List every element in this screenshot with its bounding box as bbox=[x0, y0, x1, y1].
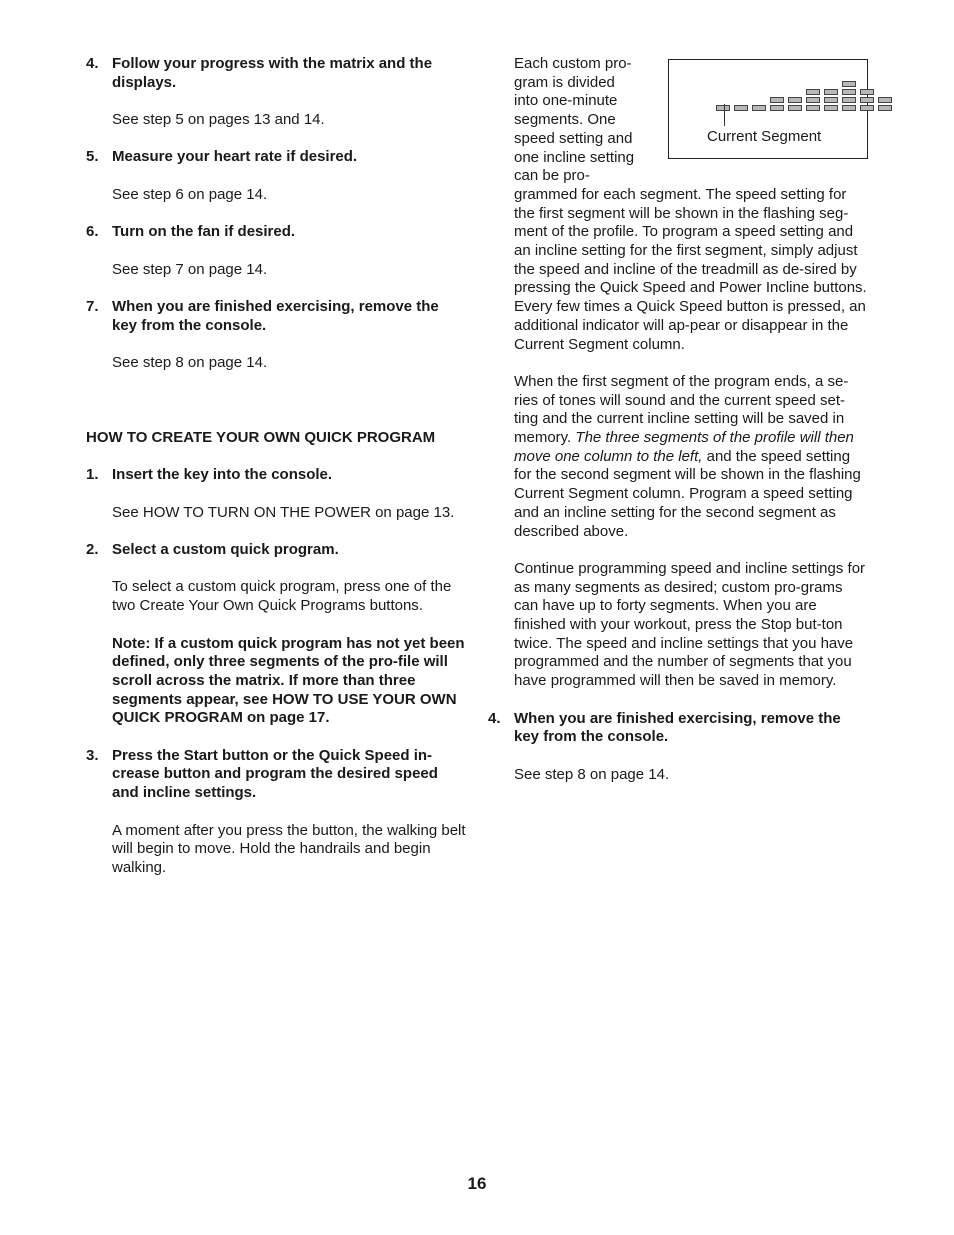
matrix-segment bbox=[806, 97, 820, 103]
matrix-segment bbox=[842, 105, 856, 111]
step-7 bbox=[86, 298, 466, 373]
matrix-segment bbox=[860, 105, 874, 111]
matrix-segment bbox=[842, 89, 856, 95]
matrix-segment bbox=[788, 105, 802, 111]
step-title: Insert the key into the console. bbox=[112, 466, 333, 484]
matrix-segment bbox=[860, 89, 874, 95]
left-column bbox=[86, 55, 466, 878]
step-number: 4. bbox=[86, 55, 99, 72]
step-4 bbox=[86, 55, 466, 130]
step-number: 1. bbox=[86, 466, 99, 484]
step-title: Follow your progress with the matrix and the displays. bbox=[112, 55, 433, 91]
step-body: See step 5 on pages 13 and 14. bbox=[112, 111, 325, 129]
section-heading: HOW TO CREATE YOUR OWN QUICK PROGRAM bbox=[86, 428, 436, 446]
step-number: 4. bbox=[488, 709, 501, 727]
matrix-segment bbox=[878, 105, 892, 111]
step-body: See step 6 on page 14. bbox=[112, 185, 268, 203]
step-title: When you are finished exercising, remove the key from the console. bbox=[112, 298, 439, 334]
paragraph-continue-programming: Continue programming speed and incline settings for as many segments as desired; custom pro-grams can have up to forty segments. When you are finished with your workout, press the Stop but-ton twice. The speed and incline settings that you have programmed and the number of segments that you have programmed will then be saved in memory. bbox=[514, 559, 866, 690]
matrix-segment bbox=[770, 97, 784, 103]
matrix-segment bbox=[716, 105, 730, 111]
italic-note: The three segments of the profile will then move one column to the left, bbox=[514, 429, 854, 465]
step-number: 2. bbox=[86, 541, 99, 559]
step-body: See step 8 on page 14. bbox=[112, 354, 268, 372]
matrix-segment bbox=[860, 97, 874, 103]
step-number: 6. bbox=[86, 223, 99, 241]
matrix-segment bbox=[824, 89, 838, 95]
step-title: Press the Start button or the Quick Speed in-crease button and program the desired speed and incline settings. bbox=[112, 746, 438, 802]
step-title: When you are finished exercising, remove the key from the console. bbox=[514, 709, 841, 746]
step-body: See HOW TO TURN ON THE POWER on page 13. bbox=[112, 503, 455, 521]
step-title: Select a custom quick program. bbox=[112, 541, 339, 559]
step-title: Turn on the fan if desired. bbox=[112, 223, 296, 241]
paragraph-first-segment-ends: When the first segment of the program ends, a se-ries of tones will sound and the current speed set-ting and the current incline setting will be saved in memory. The three segments of the profile will then move one column to the left, and the speed setting for the second segment will be shown in the flashing Current Segment column. Program a speed setting and an incline setting for the second segment as described above. bbox=[514, 372, 861, 540]
create-step-1 bbox=[86, 466, 466, 522]
step-number: 7. bbox=[86, 298, 99, 316]
step-6 bbox=[86, 223, 466, 279]
matrix-segment bbox=[734, 105, 748, 111]
matrix-segment bbox=[824, 97, 838, 103]
step-body: See step 8 on page 14. bbox=[514, 765, 670, 783]
step-body: A moment after you press the button, the walking belt will begin to move. Hold the handrails and begin walking. bbox=[112, 821, 466, 876]
current-segment-label: Current Segment bbox=[707, 128, 822, 145]
profile-matrix-figure bbox=[668, 59, 868, 159]
step-title: Measure your heart rate if desired. bbox=[112, 148, 358, 166]
matrix-segment bbox=[770, 105, 784, 111]
matrix-segment bbox=[806, 105, 820, 111]
matrix-segment bbox=[842, 97, 856, 103]
matrix-segment bbox=[842, 81, 856, 87]
create-step-4 bbox=[488, 710, 869, 785]
page-number: 16 bbox=[467, 1174, 487, 1193]
step-number: 5. bbox=[86, 148, 99, 166]
step-body: See step 7 on page 14. bbox=[112, 260, 268, 278]
step-5 bbox=[86, 148, 466, 204]
matrix-segment bbox=[806, 89, 820, 95]
matrix-segment bbox=[752, 105, 766, 111]
intro-continued: grammed for each segment. The speed setting for the first segment will be shown in the flashing seg-ment of the profile. To program a speed setting and an incline setting for the first segment, simply adjust the speed and incline of the treadmill as de-sired by pressing the Quick Speed and Power Incline buttons. Every few times a Quick Speed button is pressed, an additional indicator will ap-pear or disappear in the Current Segment column. bbox=[514, 185, 867, 353]
step-body: To select a custom quick program, press one of the two Create Your Own Quick Programs buttons. bbox=[112, 578, 452, 615]
create-step-3 bbox=[86, 747, 466, 878]
right-column bbox=[488, 55, 869, 784]
intro-paragraph: Each custom pro-gram is divided into one-minute segments. One speed setting and one incline setting can be pro- bbox=[514, 55, 635, 185]
step-note: Note: If a custom quick program has not yet been defined, only three segments of the pro-file will scroll across the matrix. If more than three segments appear, see HOW TO USE YOUR OWN QUICK PROGRAM on page 17. bbox=[112, 634, 465, 727]
matrix-segment bbox=[878, 97, 892, 103]
matrix-segment bbox=[824, 105, 838, 111]
current-segment-pointer bbox=[724, 104, 725, 126]
step-number: 3. bbox=[86, 746, 99, 764]
create-step-2 bbox=[86, 541, 466, 728]
matrix-segment bbox=[788, 97, 802, 103]
